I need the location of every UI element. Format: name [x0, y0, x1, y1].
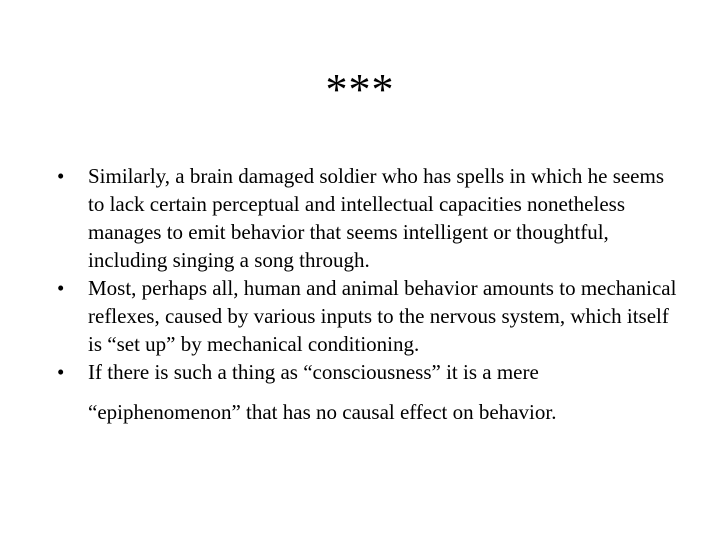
slide-title: ***	[325, 65, 395, 114]
list-item	[57, 358, 677, 438]
bullet-text: If there is such a thing as “consciousness” it is a mere “epiphenomenon” that has no causal effect on behavior.	[88, 360, 557, 424]
bullet-icon: •	[57, 164, 65, 188]
bullet-text: Most, perhaps all, human and animal behavior amounts to mechanical reflexes, caused by various inputs to the nervous system, which itself is “set up” by mechanical conditioning.	[88, 276, 677, 356]
list-item	[57, 274, 677, 358]
bullet-text: Similarly, a brain damaged soldier who has spells in which he seems to lack certain perceptual and intellectual capacities nonetheless manages to emit behavior that seems intelligent or thoughtful, including singing a song through.	[88, 164, 665, 272]
bullet-icon: •	[57, 276, 65, 300]
list-item	[57, 162, 677, 274]
bullet-icon: •	[57, 360, 65, 384]
bullet-list	[57, 162, 677, 438]
